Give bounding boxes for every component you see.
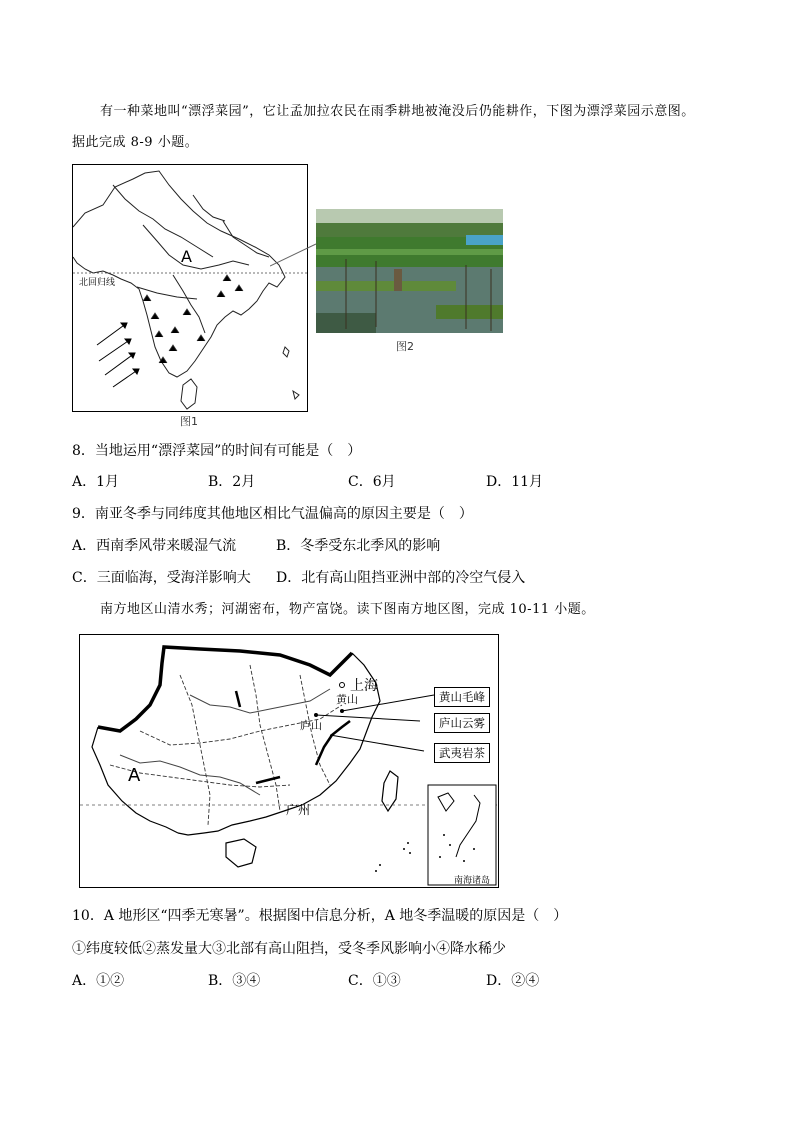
question-8-option-d[interactable]: D．11月 [486, 474, 544, 490]
floating-garden-photo [316, 209, 503, 333]
question-10-option-c[interactable]: C．①③ [348, 973, 401, 989]
guangzhou-label: 广州 [286, 803, 311, 817]
question-8-option-c[interactable]: C．6月 [348, 474, 396, 490]
wuyi-yancha-box: 武夷岩茶 [434, 743, 490, 763]
map-photo-connector [270, 240, 320, 270]
shanghai-label: 上海 [350, 678, 378, 694]
lushan-label: 庐山 [300, 719, 322, 732]
south-china-map [79, 634, 499, 888]
q8-9-intro-line2: 据此完成 8-9 小题。 [72, 135, 199, 150]
south-china-sea-islands-label: 南海诸岛 [454, 876, 491, 886]
question-10-choices: ①纬度较低②蒸发量大③北部有高山阻挡，受冬季风影响小④降水稀少 [72, 941, 506, 957]
question-8-stem: 8．当地运用“漂浮菜园”的时间有可能是（ ） [72, 443, 362, 459]
question-10-stem: 10．A 地形区“四季无寒暑”。根据图中信息分析，A 地冬季温暖的原因是（ ） [72, 908, 568, 924]
question-9-stem: 9．南亚冬季与同纬度其他地区相比气温偏高的原因主要是（ ） [72, 506, 473, 522]
q10-11-intro: 南方地区山清水秀；河湖密布，物产富饶。读下图南方地区图，完成 10-11 小题。 [100, 602, 595, 617]
question-9-option-b[interactable]: B．冬季受东北季风的影响 [276, 538, 441, 554]
question-9-option-d[interactable]: D．北有高山阻挡亚洲中部的冷空气侵入 [276, 570, 526, 586]
question-8-option-a[interactable]: A．1月 [72, 474, 120, 490]
lushan-yunwu-box: 庐山云雾 [434, 713, 490, 733]
huangshan-maofeng-box: 黄山毛峰 [434, 687, 490, 707]
question-10-option-b[interactable]: B．③④ [208, 973, 261, 989]
region-a-label: A [181, 247, 192, 266]
huangshan-label: 黄山 [336, 693, 358, 706]
q8-9-intro-line1: 有一种菜地叫“漂浮菜园”，它让孟加拉农民在雨季耕地被淹没后仍能耕作，下图为漂浮菜园示意图。 [100, 104, 695, 119]
question-9-option-a[interactable]: A．西南季风带来暖湿气流 [72, 538, 237, 554]
figure-2-caption: 图2 [396, 340, 414, 353]
question-10-option-a[interactable]: A．①② [72, 973, 125, 989]
question-9-option-c[interactable]: C．三面临海，受海洋影响大 [72, 570, 251, 586]
south-asia-map [72, 164, 308, 412]
question-10-option-d[interactable]: D．②④ [486, 973, 540, 989]
floating-garden-photo-drawing [316, 209, 503, 333]
figure-1-caption: 图1 [180, 415, 198, 428]
tropic-of-cancer-label: 北回归线 [79, 278, 116, 288]
question-8-option-b[interactable]: B．2月 [208, 474, 256, 490]
region-a-marker: A [128, 765, 141, 786]
south-asia-map-drawing [73, 165, 307, 411]
